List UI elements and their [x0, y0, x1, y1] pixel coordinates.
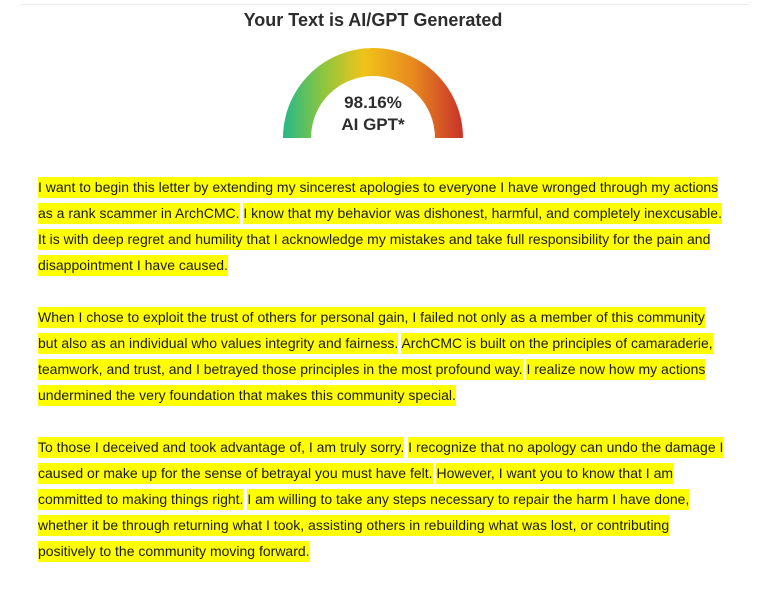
- highlighted-sentence: I recognize that no apology can undo the damage I caused or make up for the sense of betrayal you must have felt.: [38, 437, 723, 484]
- paragraph: [38, 434, 728, 564]
- paragraph: [38, 304, 728, 408]
- ai-gpt-label: AI GPT*: [341, 115, 405, 134]
- highlighted-sentence: However, I want you to know that I am committed to making things right.: [38, 463, 673, 510]
- divider: [20, 4, 750, 5]
- paragraph: [38, 174, 728, 278]
- gauge-readout: [276, 92, 470, 136]
- highlighted-sentence: ArchCMC is built on the principles of camaraderie, teamwork, and trust, and I betrayed those principles in the most profound way.: [38, 333, 713, 380]
- analyzed-text: [38, 174, 728, 590]
- highlighted-sentence: I realize now how my actions undermined the very foundation that makes this community special.: [38, 359, 705, 406]
- highlighted-sentence: To those I deceived and took advantage of, I am truly sorry.: [38, 437, 404, 458]
- ai-score-gauge: [276, 44, 470, 144]
- ai-percentage: 98.16%: [344, 93, 402, 112]
- highlighted-sentence: I know that my behavior was dishonest, harmful, and completely inexcusable.: [243, 203, 722, 224]
- highlighted-sentence: When I chose to exploit the trust of others for personal gain, I failed not only as a member of this community but also as an individual who values integrity and fairness.: [38, 307, 705, 354]
- highlighted-sentence: It is with deep regret and humility that I acknowledge my mistakes and take full responsibility for the pain and disappointment I have caused.: [38, 229, 710, 276]
- highlighted-sentence: I am willing to take any steps necessary to repair the harm I have done, whether it be through returning what I took, assisting others in rebuilding what was lost, or contributing positively to the community moving forward.: [38, 489, 689, 562]
- highlighted-sentence: I want to begin this letter by extending my sincerest apologies to everyone I have wronged through my actions as a rank scammer in ArchCMC.: [38, 177, 718, 224]
- result-title: Your Text is AI/GPT Generated: [243, 10, 503, 30]
